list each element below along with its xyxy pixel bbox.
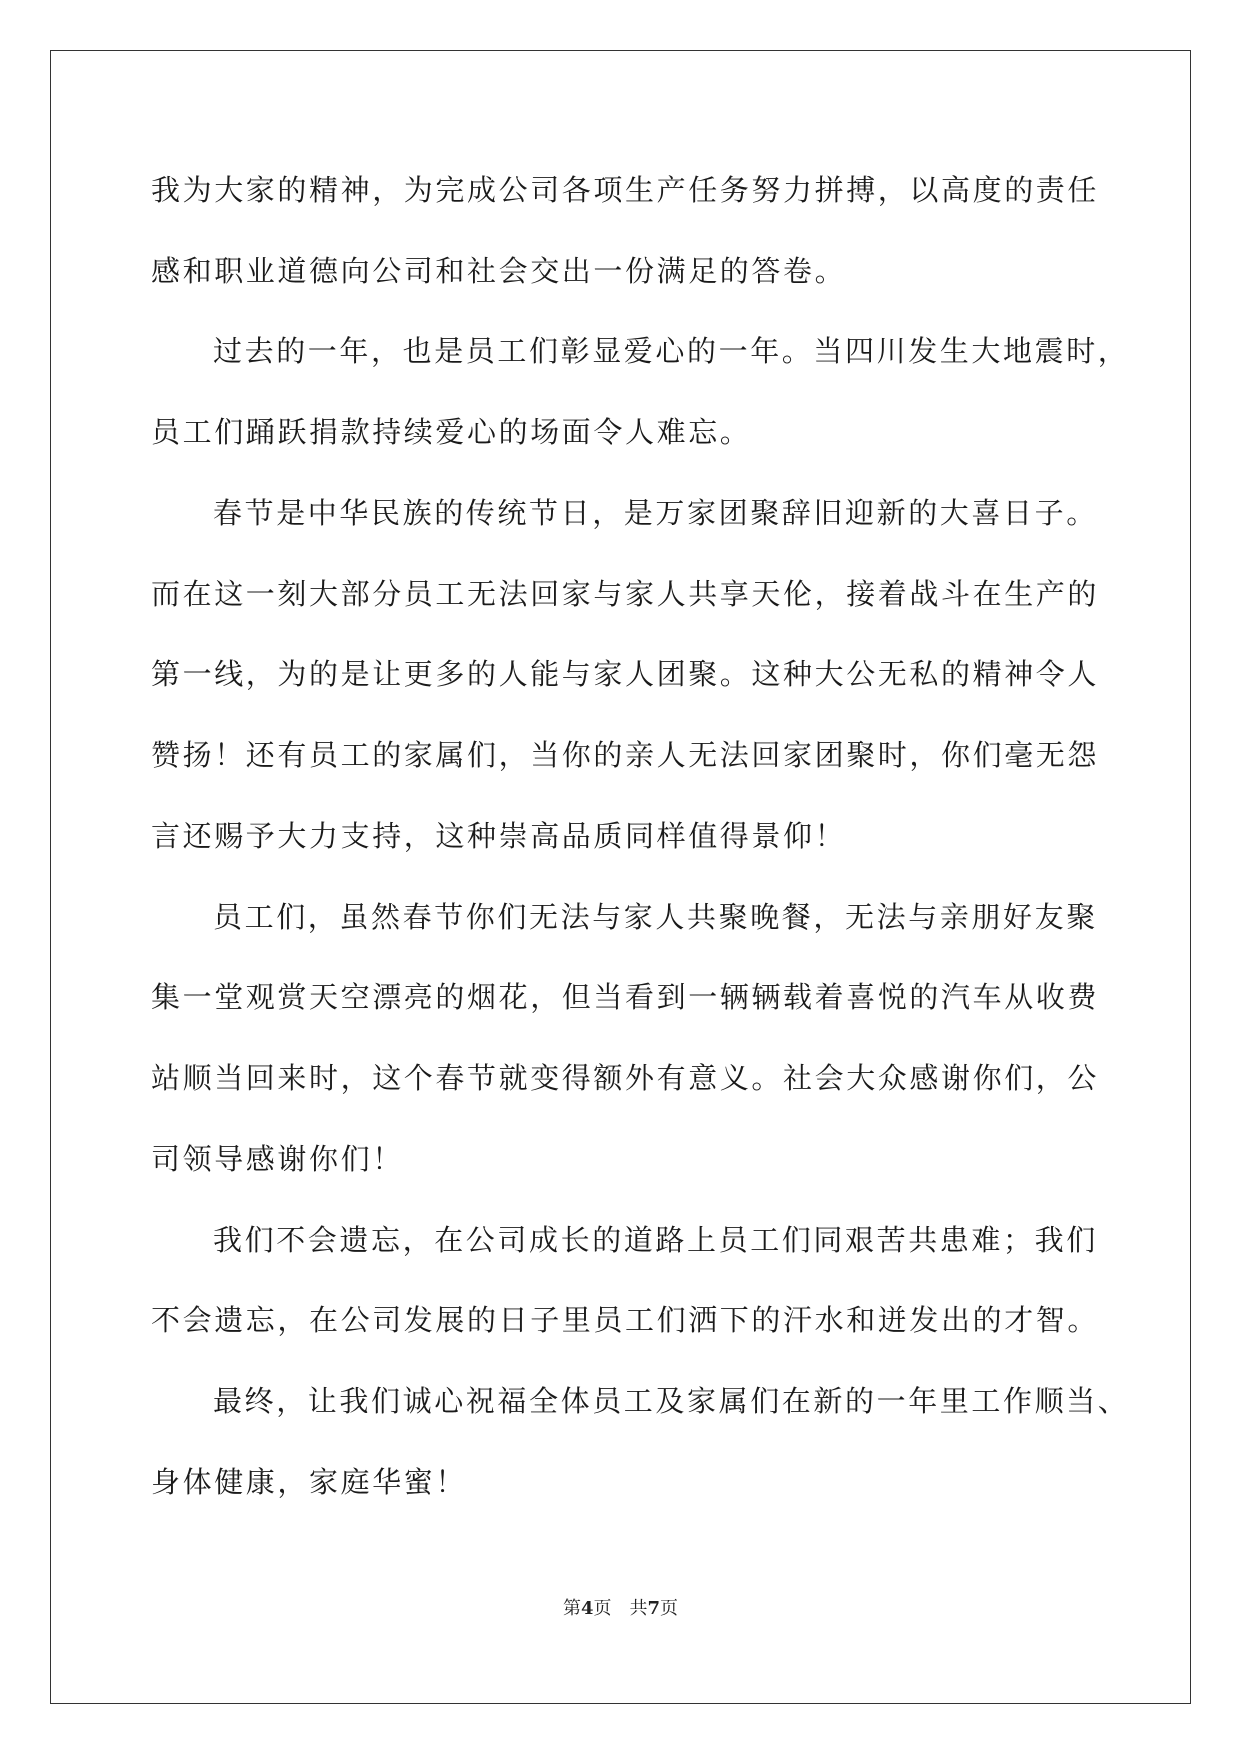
text-line: 不会遗忘，在公司发展的日子里员工们洒下的汗水和迸发出的才智。 (151, 1303, 1100, 1337)
paragraph-start-line: 春节是中华民族的传统节日，是万家团聚辞旧迎新的大喜日子。 (213, 496, 1098, 530)
text-line: 第一线，为的是让更多的人能与家人团聚。这种大公无私的精神令人 (151, 657, 1100, 691)
page-prefix: 第 (562, 1598, 581, 1619)
paragraph-start-line: 最终，让我们诚心祝福全体员工及家属们在新的一年里工作顺当、 (213, 1384, 1130, 1418)
page-suffix: 页 (593, 1598, 612, 1619)
page-footer (0, 1594, 1241, 1620)
page-border (50, 50, 1191, 1704)
paragraph-start-line: 过去的一年，也是员工们彰显爱心的一年。当四川发生大地震时， (213, 334, 1130, 368)
text-line: 站顺当回来时，这个春节就变得额外有意义。社会大众感谢你们，公 (151, 1061, 1100, 1095)
text-line: 我为大家的精神，为完成公司各项生产任务努力拼搏，以高度的责任 (151, 173, 1100, 207)
text-line: 感和职业道德向公司和社会交出一份满足的答卷。 (151, 254, 847, 288)
text-line: 身体健康，家庭华蜜！ (151, 1465, 468, 1499)
text-line: 集一堂观赏天空漂亮的烟花，但当看到一辆辆载着喜悦的汽车从收费 (151, 980, 1100, 1014)
text-line: 而在这一刻大部分员工无法回家与家人共享天伦，接着战斗在生产的 (151, 577, 1100, 611)
paragraph-start-line: 员工们，虽然春节你们无法与家人共聚晚餐，无法与亲朋好友聚 (213, 900, 1098, 934)
page-number: 4 (580, 1598, 594, 1619)
paragraph-start-line: 我们不会遗忘，在公司成长的道路上员工们同艰苦共患难；我们 (213, 1223, 1098, 1257)
text-line: 赞扬！还有员工的家属们，当你的亲人无法回家团聚时，你们毫无怨 (151, 738, 1100, 772)
total-prefix: 共 (629, 1598, 648, 1619)
total-suffix: 页 (660, 1598, 679, 1619)
text-line: 言还赐予大力支持，这种崇高品质同样值得景仰！ (151, 819, 847, 853)
text-line: 司领导感谢你们！ (151, 1142, 404, 1176)
total-pages: 7 (647, 1598, 661, 1619)
text-line: 员工们踊跃捐款持续爱心的场面令人难忘。 (151, 415, 752, 449)
